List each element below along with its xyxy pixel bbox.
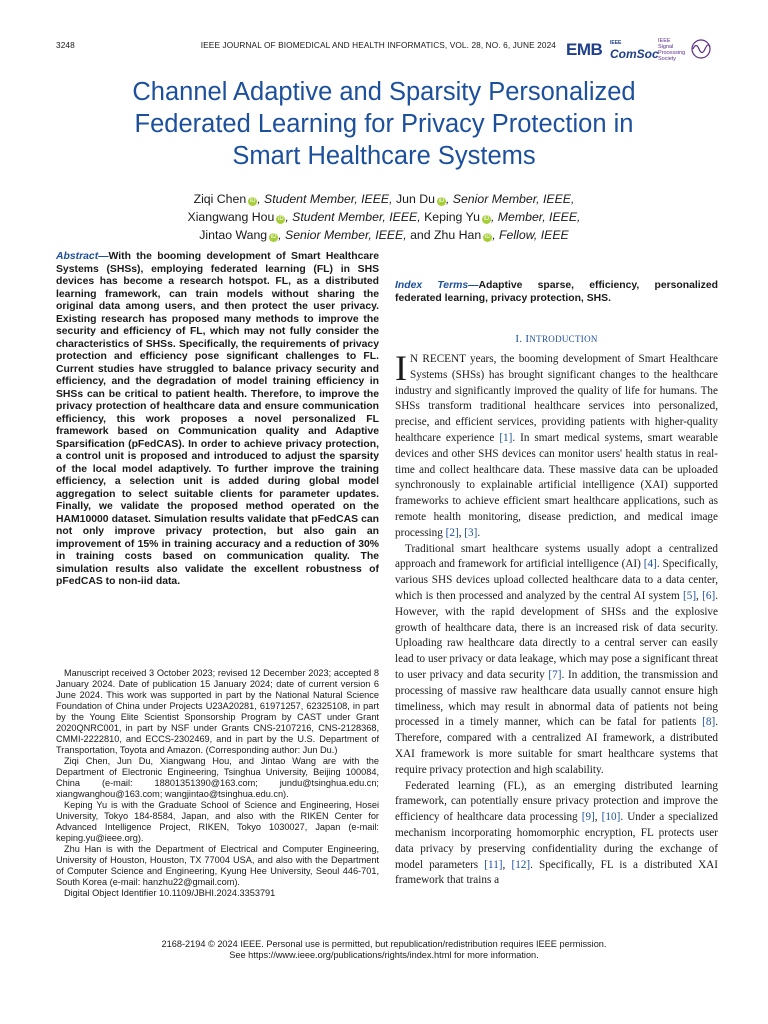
signal-processing-society-icon <box>690 38 712 60</box>
comsoc-logo <box>610 38 659 60</box>
citation-link[interactable]: [9] <box>581 811 595 824</box>
copyright-line: 2168-2194 © 2024 IEEE. Personal use is permitted, but republication/redistribution requires IEEE permission. <box>161 939 607 949</box>
sp-line: Society <box>658 56 677 62</box>
introduction-body <box>395 348 719 889</box>
author-role: , Fellow, IEEE <box>492 228 569 242</box>
section-heading-introduction <box>395 333 718 345</box>
section-title-rest: NTRODUCTION <box>529 334 598 344</box>
comsoc-logo-ieee: IEEE <box>610 40 622 46</box>
citation-link[interactable]: [8] <box>702 716 716 729</box>
orcid-icon[interactable]: iD <box>270 234 277 240</box>
comsoc-logo-text: ComSoc <box>610 47 659 61</box>
author-name: Ziqi Chen <box>193 192 247 206</box>
intro-text: , <box>502 858 512 871</box>
author-line <box>80 190 688 208</box>
drop-cap: I <box>395 348 407 388</box>
intro-text: , <box>696 589 703 602</box>
author-name: Keping Yu <box>424 210 480 224</box>
copyright-notice <box>56 939 712 961</box>
index-terms-label: Index Terms— <box>395 280 479 291</box>
index-terms <box>395 280 718 305</box>
running-header <box>56 40 556 54</box>
orcid-icon[interactable]: iD <box>277 216 284 222</box>
author-role: , Student Member, IEEE, <box>257 192 393 206</box>
footnote-affiliation: Keping Yu is with the Graduate School of Science and Engineering, Hosei University, Tokyo 184-8584, Japan, and also with the RIKEN Center for Advanced Intelligence Project, RIKEN, Tokyo 1030027, Japan (e-mail: keping.yu@ieee.org). <box>56 800 379 843</box>
footnote-affiliation: Zhu Han is with the Department of Electrical and Computer Engineering, University of Houston, Houston, TX 77004 USA, and also with the Department of Computer Science and Engineering, Kyung Hee University, Seoul 446-701, South Korea (e-mail: hanzhu22@gmail.com). <box>56 844 379 887</box>
intro-text: . In smart medical systems, smart wearable devices and other SHS devices can monitor users' health status in real-time and collect healthcare data. These massive data can be uploaded synchronously to explainable artificial intelligence (XAI) supported frameworks to achieve efficient smart healthcare applications, such as remote health monitoring, disease prediction, and medical image processing <box>395 431 718 539</box>
footnote-manuscript: Manuscript received 3 October 2023; revised 12 December 2023; accepted 8 January 2024. Date of publication 15 January 2024; date of current version 6 June 2024. This work was supported in part by the National Natural Science Foundation of China under Projects U23A20281, 61971257, 62325108, in part by the Young Elite Scientist Sponsorship Program by CAST under Grant 2020QNRC001, in part by NSF under Grants CNS-2107216, CNS-2128368, CMMI-2222810, and ECCS-2302469, and in part by the U.S. Department of Transportation, Toyota and Amazon. (Corresponding author: Jun Du.) <box>56 668 379 755</box>
intro-text: . However, with the rapid development of SHSs and the explosive growth of healthcare data, there is an increased risk of data security. Uploading raw healthcare data directly to a central server can easily lead to user privacy or data leakage, which may pose a significant threat to user privacy and data security <box>395 589 718 681</box>
intro-paragraph <box>395 542 718 779</box>
intro-text: . Specifically, various SHS devices upload collected healthcare data to a data center, which is then processed and analyzed by the central AI system <box>395 558 719 602</box>
intro-text: , <box>458 526 465 539</box>
intro-text: . In addition, the transmission and processing of massive raw healthcare data usually cannot ensure high timeliness, which may result in abnormal data of patients not being processed in a timely manner, which can be fatal for patients <box>395 668 718 729</box>
citation-link[interactable]: [10] <box>601 811 621 824</box>
orcid-icon[interactable]: iD <box>484 234 491 240</box>
footnote-doi: Digital Object Identifier 10.1109/JBHI.2024.3353791 <box>64 888 276 898</box>
author-role: , Senior Member, IEEE, <box>445 192 575 206</box>
orcid-icon[interactable]: iD <box>249 198 256 204</box>
abstract-text: With the booming development of Smart Healthcare Systems (SHSs), employing federated learning (FL) in SHS devices has become a research hotspot. FL, as a distributed learning framework, can train models without sharing the original data among users, and then protect the user privacy. Existing research has proposed many methods to improve the security and efficiency of FL, which may not fully consider the characteristics of SHSs. Specifically, the requirements of privacy protection and efficiency pose significant challenges to FL. Current studies have struggled to balance privacy security and efficiency, and the degradation of model training efficiency in SHSs can be critical to patient health. Therefore, to improve the privacy protection of healthcare data and ensure communication efficiency, this work proposes a novel personalized FL framework based on Communication quality and Adaptive Sparsification (pFedCAS). In order to achieve privacy protection, a control unit is proposed and introduced to adjust the sparsity of the local model adaptively. To further improve the training efficiency, a selection unit is added during global model aggregation to select suitable clients for parameter updates. Finally, we validate the proposed method operated on the HAM10000 dataset. Simulation results validate that pFedCAS can not only improve privacy protection, but also gain an improvement of 15% in training accuracy and a reduction of 30% in training costs based on communication quality. The simulation results also validate the excellent robustness of pFedCAS to non-iid data. <box>56 251 379 587</box>
intro-paragraph <box>395 779 718 890</box>
sp-line: IEEE <box>658 38 671 44</box>
author-line <box>80 208 688 226</box>
page-number: 3248 <box>56 40 75 50</box>
intro-text: . Under a specialized mechanism incorporating homomorphic encryption, FL protects user data privacy by preserving confidentiality during the exchange of model parameters <box>395 811 718 871</box>
citation-link[interactable]: [5] <box>683 589 697 602</box>
index-terms-text: Adaptive sparse, efficiency, personalized federated learning, privacy protection, SHS. <box>395 280 718 304</box>
title-line: Smart Healthcare Systems <box>232 142 536 170</box>
author-name: Zhu Han <box>434 228 482 242</box>
citation-link[interactable]: [7] <box>548 668 562 681</box>
authors-joiner: and <box>410 228 431 242</box>
section-number: I. <box>515 333 523 345</box>
section-title-first: I <box>525 333 530 345</box>
abstract-label: Abstract— <box>56 251 109 262</box>
first-page-footnote <box>56 668 379 899</box>
citation-link[interactable]: [12] <box>511 858 531 871</box>
signal-processing-logo <box>658 38 685 62</box>
intro-text: Federated learning (FL), as an emerging distributed learning framework, can potentially ensure privacy protection and improve the efficiency of healthcare data processing <box>395 779 718 824</box>
sp-line: Processing <box>658 50 686 56</box>
intro-text: N RECENT years, the booming development of Smart Healthcare Systems (SHSs) has brought significant changes to the healthcare industry and significantly improved the quality of life for humans. The SHSs transform traditional healthcare services into personalized, precise, and efficient services, providing patients with higher-quality healthcare experience <box>395 353 718 444</box>
intro-text: Traditional smart healthcare systems usually adopt a centralized approach and framework for artificial intelligence (AI) <box>395 542 718 571</box>
emb-logo: EMB <box>566 40 603 59</box>
author-name: Jun Du <box>395 192 435 206</box>
citation-link[interactable]: [1] <box>499 431 513 444</box>
author-name: Xiangwang Hou <box>187 210 275 224</box>
rights-link-line[interactable]: See https://www.ieee.org/publications/rights/index.html for more information. <box>229 950 539 960</box>
intro-text: . Therefore, compared with a centralized AI framework, a distributed XAI framework is more suitable for smart healthcare systems that require privacy protection and high scalability. <box>395 716 718 776</box>
intro-paragraph <box>395 348 718 542</box>
abstract <box>56 251 379 589</box>
title-line: Channel Adaptive and Sparsity Personalized <box>132 78 636 106</box>
author-role: , Senior Member, IEEE, <box>278 228 407 242</box>
paper-title <box>40 76 728 172</box>
citation-link[interactable]: [4] <box>643 558 657 571</box>
author-line <box>80 226 688 244</box>
intro-text: . <box>477 526 481 539</box>
orcid-icon[interactable]: iD <box>483 216 490 222</box>
sp-line: Signal <box>658 44 674 50</box>
author-list <box>80 190 688 244</box>
author-role: , Member, IEEE, <box>490 210 581 224</box>
journal-name: IEEE JOURNAL OF BIOMEDICAL AND HEALTH INFORMATICS, VOL. 28, NO. 6, JUNE 2024 <box>200 40 556 50</box>
footnote-affiliation: Ziqi Chen, Jun Du, Xiangwang Hou, and Jintao Wang are with the Department of Electronic Engineering, Tsinghua University, Beijing 100084, China (e-mail: 18801351390@163.com; jundu@tsinghua.edu.cn; xiangwanghou@163.com; wangjintao@tsinghua.edu.cn). <box>56 756 379 799</box>
citation-link[interactable]: [2] <box>445 526 459 539</box>
title-line: Federated Learning for Privacy Protection in <box>134 110 634 138</box>
orcid-icon[interactable]: iD <box>438 198 445 204</box>
intro-text: . Specifically, FL is a distributed XAI framework that trains a <box>395 858 718 887</box>
author-name: Jintao Wang <box>199 228 268 242</box>
intro-text: , <box>594 811 602 824</box>
citation-link[interactable]: [11] <box>484 858 503 871</box>
citation-link[interactable]: [6] <box>702 589 716 602</box>
society-logos <box>566 38 726 62</box>
citation-link[interactable]: [3] <box>464 526 478 539</box>
author-role: , Student Member, IEEE, <box>285 210 421 224</box>
